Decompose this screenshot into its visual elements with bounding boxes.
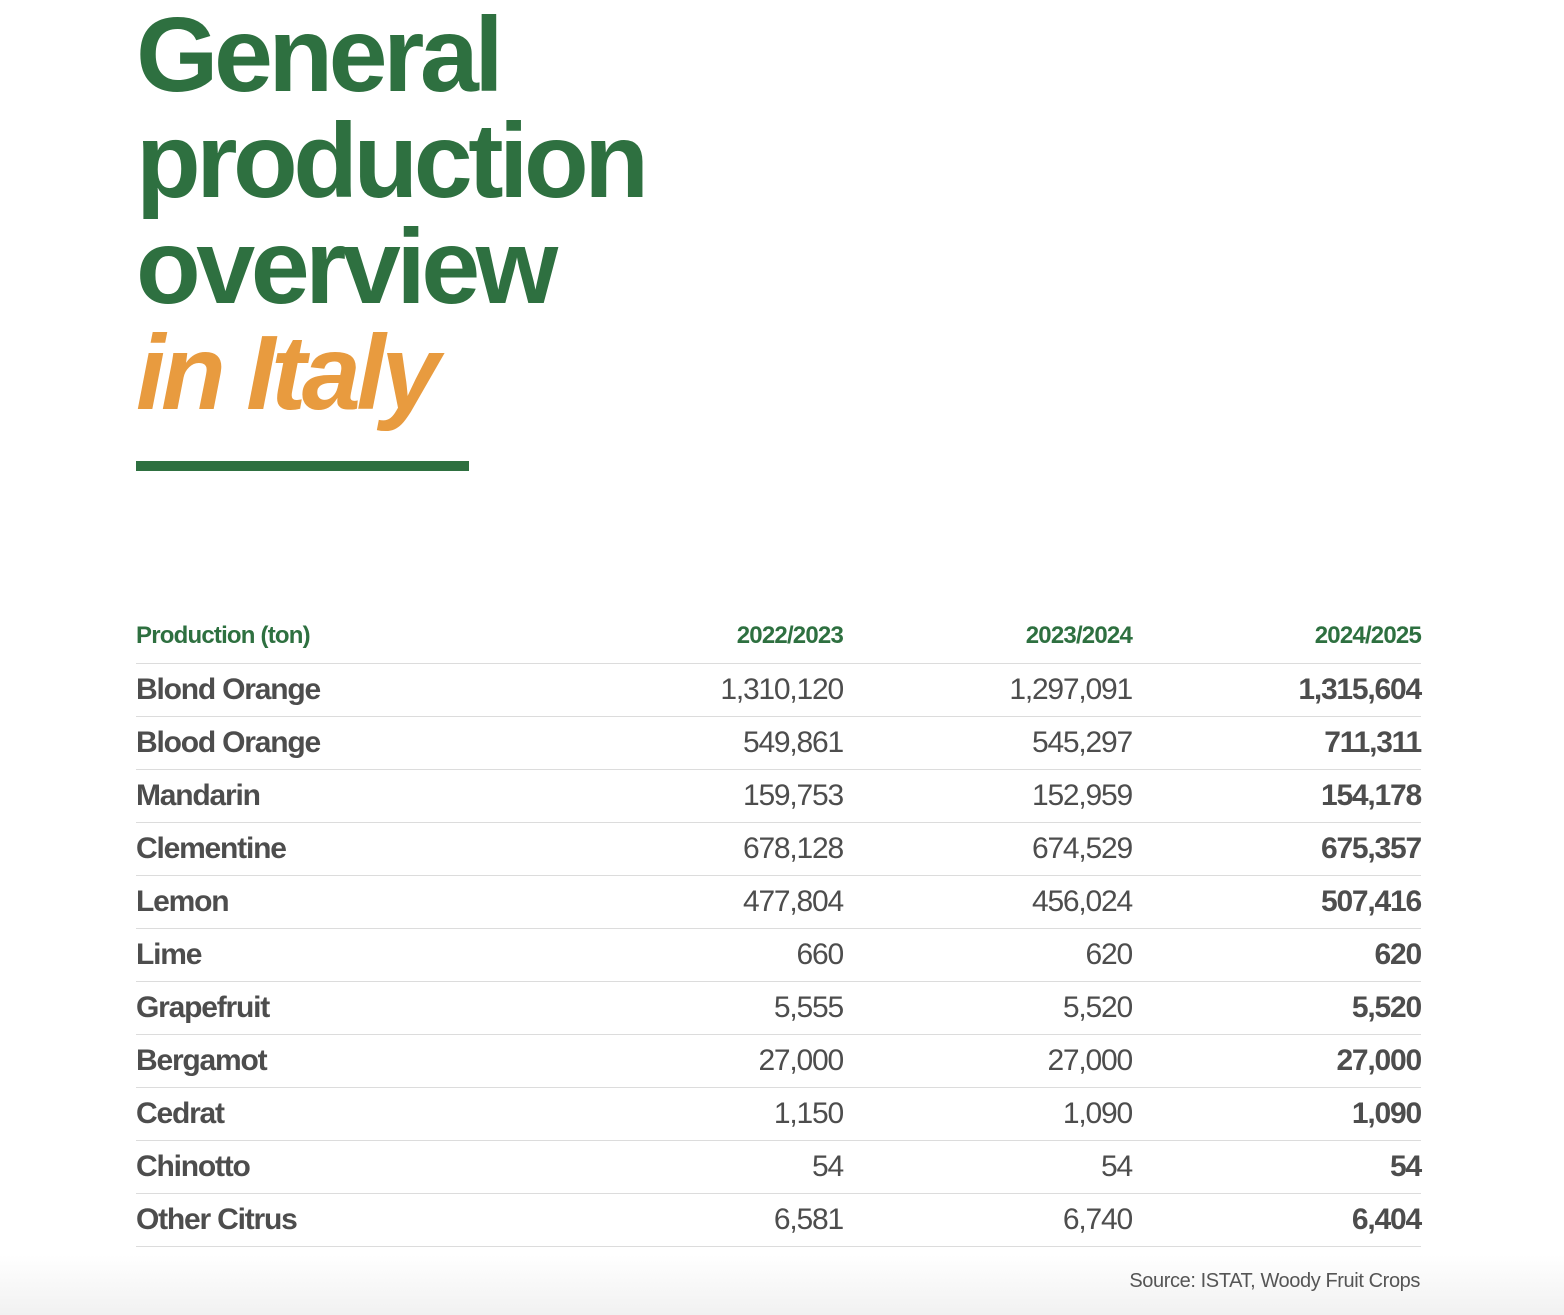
row-name: Chinotto [136, 1150, 250, 1183]
row-name: Bergamot [136, 1044, 267, 1077]
row-value-2022-2023: 27,000 [758, 1044, 843, 1077]
table-row [136, 1088, 1421, 1141]
row-value-2024-2025: 27,000 [1336, 1044, 1421, 1077]
row-name: Other Citrus [136, 1203, 297, 1236]
title-line-2: production [136, 102, 645, 220]
row-value-2022-2023: 678,128 [742, 832, 843, 865]
table-row [136, 664, 1421, 717]
title-underline [136, 461, 469, 471]
row-value-2023-2024: 54 [1101, 1150, 1132, 1183]
row-value-2023-2024: 456,024 [1031, 885, 1132, 918]
row-value-2023-2024: 5,520 [1062, 991, 1132, 1024]
row-value-2024-2025: 711,311 [1324, 726, 1421, 759]
header-production: Production (ton) [136, 622, 310, 649]
row-value-2024-2025: 507,416 [1320, 885, 1421, 918]
table-row [136, 1035, 1421, 1088]
source-note: Source: ISTAT, Woody Fruit Crops [1129, 1270, 1420, 1292]
table-row [136, 876, 1421, 929]
row-value-2024-2025: 1,315,604 [1298, 673, 1421, 706]
row-value-2023-2024: 1,297,091 [1009, 673, 1132, 706]
row-value-2022-2023: 5,555 [773, 991, 843, 1024]
row-value-2024-2025: 675,357 [1320, 832, 1421, 865]
production-table [136, 605, 1421, 1247]
row-value-2024-2025: 154,178 [1320, 779, 1421, 812]
table-row [136, 823, 1421, 876]
row-name: Mandarin [136, 779, 260, 812]
row-name: Lime [136, 938, 202, 971]
row-value-2023-2024: 674,529 [1031, 832, 1132, 865]
row-value-2022-2023: 477,804 [742, 885, 843, 918]
row-value-2022-2023: 660 [796, 938, 843, 971]
row-value-2023-2024: 152,959 [1031, 779, 1132, 812]
table-row [136, 982, 1421, 1035]
row-value-2024-2025: 620 [1374, 938, 1421, 971]
row-value-2022-2023: 159,753 [742, 779, 843, 812]
row-value-2023-2024: 620 [1085, 938, 1132, 971]
row-value-2022-2023: 549,861 [742, 726, 843, 759]
table-header-row [136, 605, 1421, 664]
row-name: Clementine [136, 832, 286, 865]
title-accent: in Italy [136, 314, 436, 432]
row-value-2023-2024: 6,740 [1062, 1203, 1132, 1236]
row-value-2022-2023: 54 [812, 1150, 843, 1183]
row-value-2023-2024: 545,297 [1031, 726, 1132, 759]
header-2024-2025: 2024/2025 [1314, 622, 1421, 649]
table-row [136, 717, 1421, 770]
row-value-2024-2025: 5,520 [1351, 991, 1421, 1024]
row-name: Cedrat [136, 1097, 224, 1130]
row-value-2024-2025: 6,404 [1351, 1203, 1421, 1236]
row-value-2022-2023: 1,150 [773, 1097, 843, 1130]
table-row [136, 770, 1421, 823]
table-row [136, 929, 1421, 982]
header-2022-2023: 2022/2023 [736, 622, 843, 649]
table-row [136, 1141, 1421, 1194]
header-2023-2024: 2023/2024 [1025, 622, 1132, 649]
row-value-2022-2023: 6,581 [773, 1203, 843, 1236]
row-value-2023-2024: 1,090 [1062, 1097, 1132, 1130]
row-name: Blood Orange [136, 726, 320, 759]
page-title [136, 0, 645, 432]
row-name: Blond Orange [136, 673, 320, 706]
title-line-1: General [136, 0, 500, 114]
row-name: Grapefruit [136, 991, 270, 1024]
table-row [136, 1194, 1421, 1247]
row-value-2024-2025: 54 [1390, 1150, 1421, 1183]
row-value-2023-2024: 27,000 [1047, 1044, 1132, 1077]
row-value-2022-2023: 1,310,120 [720, 673, 843, 706]
row-name: Lemon [136, 885, 229, 918]
title-line-3: overview [136, 208, 554, 326]
table-body [136, 664, 1421, 1247]
row-value-2024-2025: 1,090 [1351, 1097, 1421, 1130]
